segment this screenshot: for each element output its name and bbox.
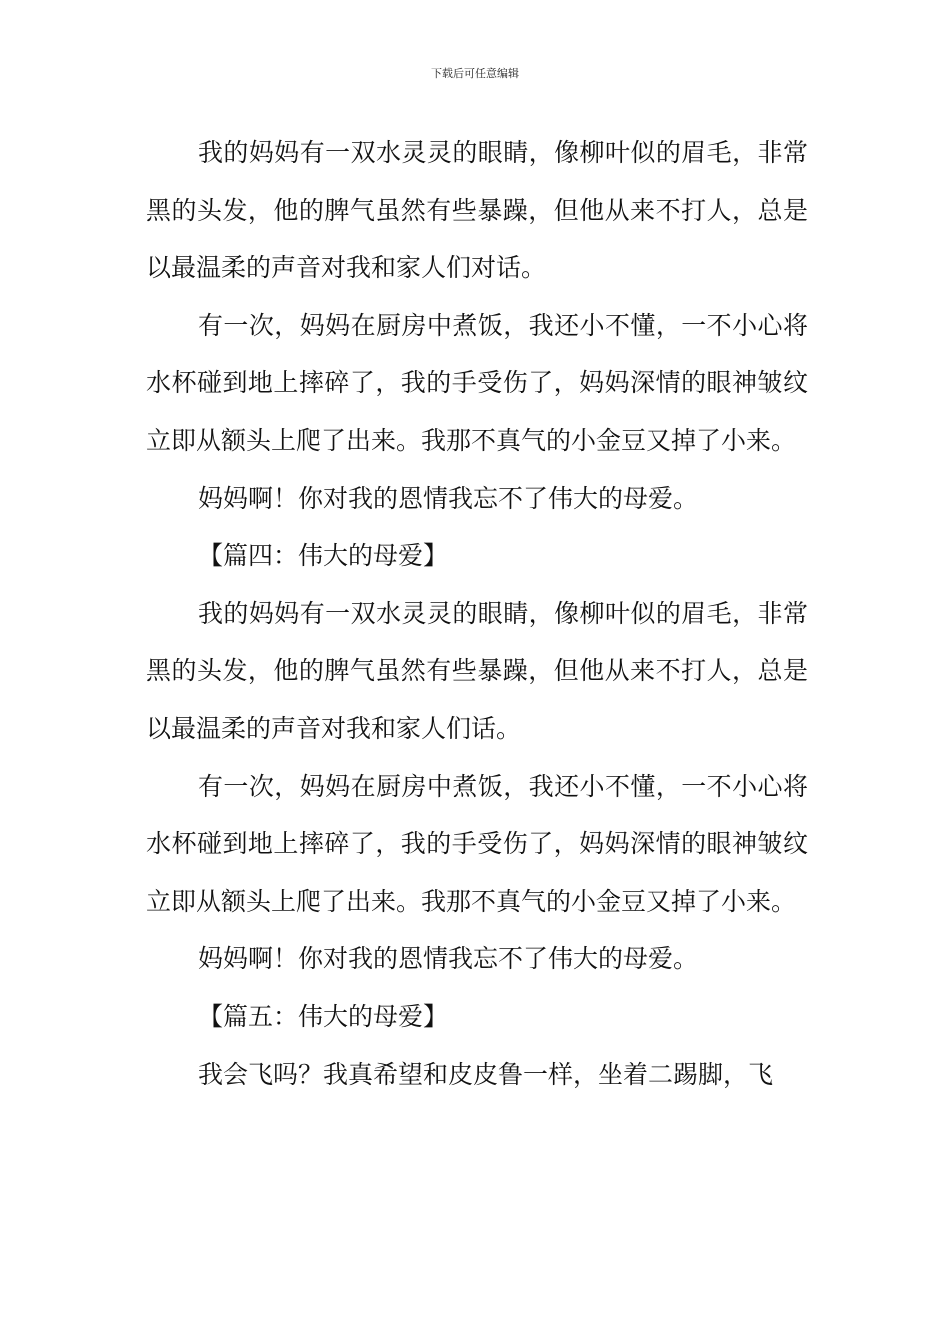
- section-heading-4: 【篇四：伟大的母爱】: [198, 541, 449, 571]
- paragraph-6: 妈妈啊！你对我的恩情我忘不了伟大的母爱。: [198, 944, 699, 974]
- paragraph-7: 我会飞吗？我真希望和皮皮鲁一样，坐着二踢脚，飞: [198, 1059, 774, 1089]
- paragraph-1: 我的妈妈有一双水灵灵的眼睛，像柳叶似的眉毛，非常黑的头发，他的脾气虽然有些暴躁，但他从来不打人，总是以最温柔的声音对我和家人们对话。: [146, 138, 808, 283]
- document-body: [146, 124, 808, 1103]
- paragraph-5: 有一次，妈妈在厨房中煮饭，我还小不懂，一不小心将水杯碰到地上摔碎了，我的手受伤了，妈妈深情的眼神皱纹立即从额头上爬了出来。我那不真气的小金豆又掉了小来。: [146, 771, 808, 916]
- page-header: 下载后可任意编辑: [431, 67, 519, 80]
- paragraph-2: 有一次，妈妈在厨房中煮饭，我还小不懂，一不小心将水杯碰到地上摔碎了，我的手受伤了，妈妈深情的眼神皱纹立即从额头上爬了出来。我那不真气的小金豆又掉了小来。: [146, 310, 808, 455]
- paragraph-3: 妈妈啊！你对我的恩情我忘不了伟大的母爱。: [198, 483, 699, 513]
- section-heading-5: 【篇五：伟大的母爱】: [198, 1001, 449, 1031]
- paragraph-4: 我的妈妈有一双水灵灵的眼睛，像柳叶似的眉毛，非常黑的头发，他的脾气虽然有些暴躁，但他从来不打人，总是以最温柔的声音对我和家人们话。: [146, 598, 808, 743]
